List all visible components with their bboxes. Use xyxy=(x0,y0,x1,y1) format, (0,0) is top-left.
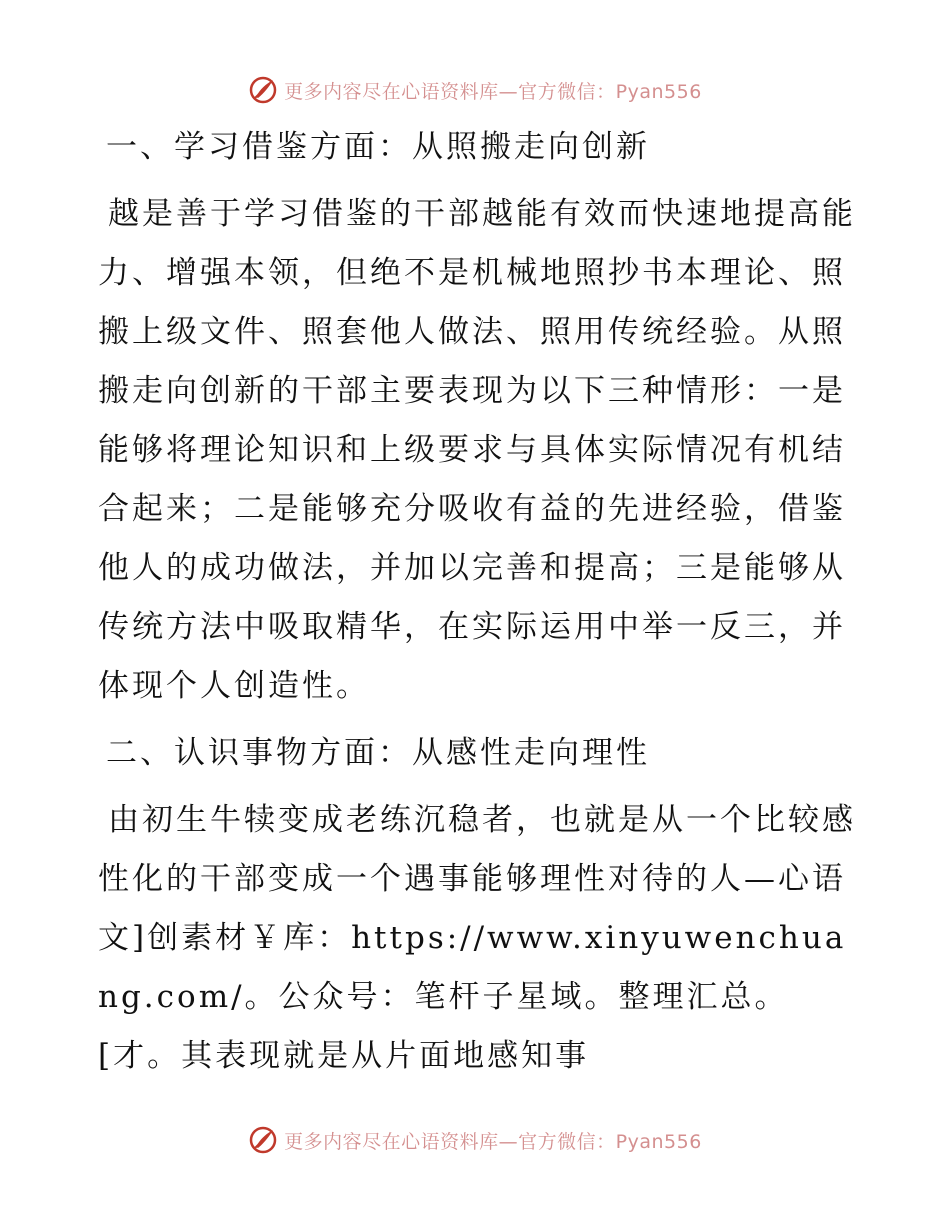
document-body xyxy=(98,118,858,1086)
section-heading-2: 二、认识事物方面：从感性走向理性 xyxy=(106,735,650,771)
section-heading-1: 一、学习借鉴方面：从照搬走向创新 xyxy=(106,129,650,165)
header-watermark xyxy=(0,70,950,110)
section-paragraph-2: 由初生牛犊变成老练沉稳者，也就是从一个比较感性化的干部变成一个遇事能够理性对待的人—心语文]创素材￥库：https://www.xinyuwenchuang.com/。公众号：笔杆子星域。整理汇总。[才。其表现就是从片面地感知事 xyxy=(98,802,856,1074)
section-paragraph-1: 越是善于学习借鉴的干部越能有效而快速地提高能力、增强本领，但绝不是机械地照抄书本理论、照搬上级文件、照套他人做法、照用传统经验。从照搬走向创新的干部主要表现为以下三种情形：一是能够将理论知识和上级要求与具体实际情况有机结合起来；二是能够充分吸收有益的先进经验，借鉴他人的成功做法，并加以完善和提高；三是能够从传统方法中吸取精华，在实际运用中举一反三，并体现个人创造性。 xyxy=(98,196,856,704)
watermark-inner xyxy=(248,1125,702,1155)
quill-logo-icon xyxy=(248,75,278,105)
watermark-text: 更多内容尽在心语资料库—官方微信：Pyan556 xyxy=(284,1130,702,1153)
watermark-inner xyxy=(248,75,702,105)
quill-logo-icon xyxy=(248,1125,278,1155)
footer-watermark xyxy=(0,1120,950,1160)
watermark-text: 更多内容尽在心语资料库—官方微信：Pyan556 xyxy=(284,80,702,103)
